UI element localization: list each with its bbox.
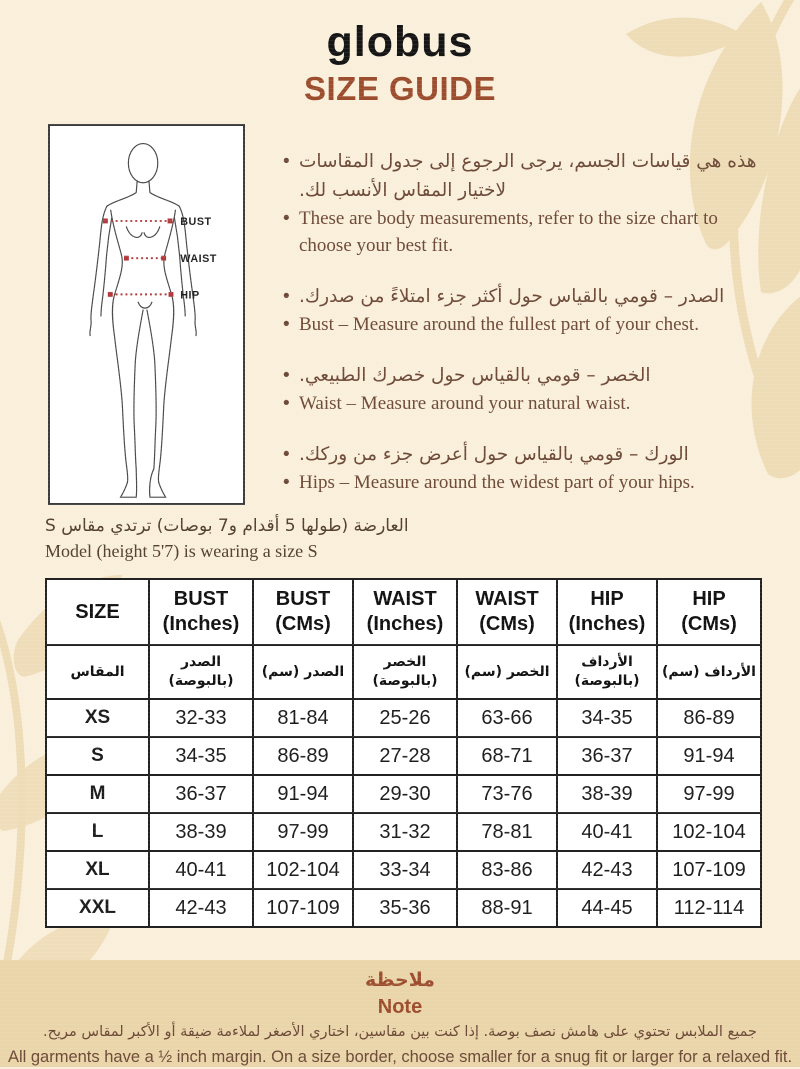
size-value-cell: 97-99 xyxy=(657,775,761,813)
instruction-english: Bust – Measure around the fullest part of your chest. xyxy=(299,314,699,335)
page-title: SIZE GUIDE xyxy=(303,70,497,107)
size-value-cell: 86-89 xyxy=(657,699,761,737)
bullet-icon: • xyxy=(283,444,290,465)
size-value-cell: 83-86 xyxy=(457,851,557,889)
instruction-group-general xyxy=(283,147,763,259)
model-note-english: Model (height 5'7) is wearing a size S xyxy=(45,541,318,561)
bullet-icon: • xyxy=(283,472,290,493)
size-value-cell: 91-94 xyxy=(253,775,353,813)
table-row-xxl xyxy=(46,889,761,927)
size-value-cell: 25-26 xyxy=(353,699,457,737)
note-heading-english: Note xyxy=(377,996,423,1018)
brand-logo: globus xyxy=(326,18,474,66)
column-header-waist-cms: WAIST (CMs) xyxy=(457,579,557,645)
croquis-figure-illustration xyxy=(50,126,243,503)
note-body-english: All garments have a ½ inch margin. On a size border, choose smaller for a snug fit or larger for a relaxed fit. xyxy=(7,1048,793,1066)
column-header-bust-cms-ar: الصدر (سم) xyxy=(253,645,353,699)
size-value-cell: 29-30 xyxy=(353,775,457,813)
note-heading-arabic: ملاحظة xyxy=(365,969,435,991)
note-body-arabic: جميع الملابس تحتوي على هامش نصف بوصة. إذا كنت بين مقاسين، اختاري الأصغر لملاءمة ضيقة أو الأكبر لمقاس مريح. xyxy=(43,1024,757,1040)
size-chart-table xyxy=(45,578,762,928)
column-header-bust-inches-ar: الصدر (بالبوصة) xyxy=(149,645,253,699)
instruction-group-bust xyxy=(283,282,763,338)
table-header-row-arabic xyxy=(46,645,761,699)
size-value-cell: 27-28 xyxy=(353,737,457,775)
size-value-cell: 36-37 xyxy=(149,775,253,813)
table-row-s xyxy=(46,737,761,775)
size-label-cell: XXL xyxy=(46,889,149,927)
size-value-cell: 107-109 xyxy=(253,889,353,927)
instruction-group-hip xyxy=(283,440,763,496)
size-value-cell: 86-89 xyxy=(253,737,353,775)
measurement-instructions xyxy=(283,147,763,519)
size-value-cell: 78-81 xyxy=(457,813,557,851)
size-value-cell: 112-114 xyxy=(657,889,761,927)
table-row-l xyxy=(46,813,761,851)
bullet-icon: • xyxy=(283,151,290,172)
size-value-cell: 36-37 xyxy=(557,737,657,775)
size-value-cell: 73-76 xyxy=(457,775,557,813)
size-value-cell: 40-41 xyxy=(149,851,253,889)
size-value-cell: 31-32 xyxy=(353,813,457,851)
size-value-cell: 107-109 xyxy=(657,851,761,889)
column-header-size-ar: المقاس xyxy=(46,645,149,699)
size-value-cell: 102-104 xyxy=(657,813,761,851)
column-header-hip-inches: HIP (Inches) xyxy=(557,579,657,645)
instruction-english: These are body measurements, refer to the size chart to choose your best fit. xyxy=(299,208,718,256)
table-row-xl xyxy=(46,851,761,889)
bullet-icon: • xyxy=(283,208,290,229)
instruction-arabic: الخصر – قومي بالقياس حول خصرك الطبيعي. xyxy=(299,365,651,386)
instruction-arabic: الورك – قومي بالقياس حول أعرض جزء من وركك. xyxy=(299,444,689,465)
instruction-arabic: الصدر – قومي بالقياس حول أكثر جزء امتلاءً من صدرك. xyxy=(299,286,725,307)
size-value-cell: 40-41 xyxy=(557,813,657,851)
bullet-icon: • xyxy=(283,365,290,386)
instruction-english: Waist – Measure around your natural waist. xyxy=(299,393,631,414)
table-header-row-english xyxy=(46,579,761,645)
size-value-cell: 33-34 xyxy=(353,851,457,889)
size-label-cell: L xyxy=(46,813,149,851)
body-measurement-diagram xyxy=(48,124,245,505)
bullet-icon: • xyxy=(283,286,290,307)
size-value-cell: 38-39 xyxy=(557,775,657,813)
size-value-cell: 91-94 xyxy=(657,737,761,775)
size-value-cell: 68-71 xyxy=(457,737,557,775)
column-header-waist-inches: WAIST (Inches) xyxy=(353,579,457,645)
instruction-english: Hips – Measure around the widest part of your hips. xyxy=(299,472,695,493)
column-header-bust-cms: BUST (CMs) xyxy=(253,579,353,645)
size-value-cell: 34-35 xyxy=(149,737,253,775)
model-note-arabic: العارضة (طولها 5 أقدام و7 بوصات) ترتدي مقاس S xyxy=(45,516,409,536)
bullet-icon: • xyxy=(283,393,290,414)
column-header-hip-inches-ar: الأرداف (بالبوصة) xyxy=(557,645,657,699)
model-size-note xyxy=(45,513,565,564)
instruction-group-waist xyxy=(283,361,763,417)
column-header-waist-cms-ar: الخصر (سم) xyxy=(457,645,557,699)
size-value-cell: 97-99 xyxy=(253,813,353,851)
size-value-cell: 81-84 xyxy=(253,699,353,737)
size-value-cell: 63-66 xyxy=(457,699,557,737)
column-header-waist-inches-ar: الخصر (بالبوصة) xyxy=(353,645,457,699)
column-header-hip-cms: HIP (CMs) xyxy=(657,579,761,645)
table-row-m xyxy=(46,775,761,813)
hip-line-label: HIP xyxy=(180,289,200,302)
column-header-hip-cms-ar: الأرداف (سم) xyxy=(657,645,761,699)
size-label-cell: XS xyxy=(46,699,149,737)
waist-line-label: WAIST xyxy=(180,253,217,266)
size-value-cell: 35-36 xyxy=(353,889,457,927)
bust-line-label: BUST xyxy=(180,215,212,228)
size-value-cell: 32-33 xyxy=(149,699,253,737)
table-row-xs xyxy=(46,699,761,737)
size-value-cell: 34-35 xyxy=(557,699,657,737)
column-header-size: SIZE xyxy=(46,579,149,645)
size-label-cell: S xyxy=(46,737,149,775)
note-section xyxy=(0,960,800,1067)
column-header-bust-inches: BUST (Inches) xyxy=(149,579,253,645)
size-value-cell: 102-104 xyxy=(253,851,353,889)
size-value-cell: 88-91 xyxy=(457,889,557,927)
bullet-icon: • xyxy=(283,314,290,335)
size-value-cell: 42-43 xyxy=(557,851,657,889)
instruction-arabic: هذه هي قياسات الجسم، يرجى الرجوع إلى جدول المقاسات لاختيار المقاس الأنسب لك. xyxy=(299,151,757,201)
size-label-cell: M xyxy=(46,775,149,813)
size-label-cell: XL xyxy=(46,851,149,889)
size-value-cell: 44-45 xyxy=(557,889,657,927)
size-value-cell: 38-39 xyxy=(149,813,253,851)
size-value-cell: 42-43 xyxy=(149,889,253,927)
